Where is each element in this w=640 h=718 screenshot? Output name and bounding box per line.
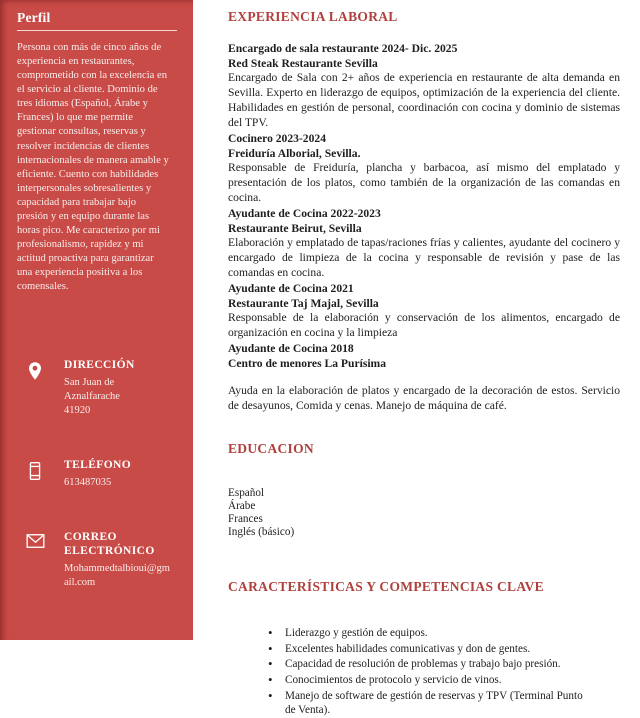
skill-item: • Excelentes habilidades comunicativas y don de gentes.: [268, 642, 588, 657]
job-title: Ayudante de Cocina 2022-2023: [228, 206, 381, 220]
job-description: Responsable de Freiduría, plancha y barbacoa, así mismo del emplatado y presentación de los platos, como también de la organización de las comandas en cocina.: [228, 161, 620, 204]
job-description: Ayuda en la elaboración de platos y encargado de la decoración de estos. Servicio de desayunos, Comida y cenas. Manejo de máquina de café.: [228, 384, 620, 413]
job-entry: [228, 206, 620, 281]
experience-heading: EXPERIENCIA LABORAL: [228, 9, 398, 24]
address-line2: 41920: [64, 405, 91, 417]
location-pin-icon: [25, 359, 47, 388]
skill-item: • Capacidad de resolución de problemas y trabajo bajo presión.: [268, 657, 588, 672]
job-entry: [228, 341, 620, 414]
contact-section: [17, 358, 177, 590]
profile-text: Persona con más de cinco años de experiencia en restaurantes, comprometido con la excelencia en el servicio al cliente. Dominio de tres idiomas (Español, Árabe y Frances) lo que me permite gestionar consultas, reservas y resolver incidencias de clientes internacionales de manera amable y eficiente. Cuento con habilidades interpersonales sobresalientes y capacidad para trabajar bajo presión y en equipo durante las horas pico. Me caracterizo por mi profesionalismo, rapidez y mi actitud proactiva para garantizar una experiencia positiva a los comensales.: [17, 42, 169, 293]
contact-email: [17, 530, 177, 590]
envelope-icon: [25, 531, 47, 556]
job-employer: Red Steak Restaurante Sevilla: [228, 57, 378, 71]
language-item: Árabe: [228, 500, 256, 513]
job-description: Encargado de Sala con 2+ años de experiencia en restaurante de alta demanda en Sevilla. Experto en liderazgo de equipos, optimización de la experiencia del cliente. Habilidades en gestión de personal, coordinación con cocina y dominio de sistemas del TPV.: [228, 71, 620, 129]
skills-heading: CARACTERÍSTICAS Y COMPETENCIAS CLAVE: [228, 579, 544, 595]
skill-item: • Conocimientos de protocolo y servicio de vinos.: [268, 673, 588, 688]
contact-address-text: [64, 358, 164, 418]
contact-phone: [17, 458, 177, 490]
job-title: Cocinero 2023-2024: [228, 131, 326, 145]
contact-email-value: Mohammedtalbioui@gmail.com: [64, 562, 170, 588]
job-entry: [228, 41, 620, 131]
language-item: Frances: [228, 513, 263, 526]
job-title: Ayudante de Cocina 2021: [228, 281, 354, 295]
contact-email-label: CORREO ELECTRÓNICO: [64, 530, 155, 558]
job-employer: Freiduría Alborial, Sevilla.: [228, 147, 361, 160]
job-employer: Restaurante Taj Majal, Sevilla: [228, 296, 379, 310]
job-entry: [228, 131, 620, 206]
language-item: Inglés (básico): [228, 526, 295, 539]
job-title: Ayudante de Cocina 2018: [228, 341, 354, 355]
main-content: [193, 0, 640, 717]
contact-phone-text: [64, 458, 131, 490]
contact-address: [17, 358, 177, 418]
job-description: Elaboración y emplatado de tapas/raciones frías y calientes, ayudante del cocinero y encargado de limpieza de la cocina y responsable de revisión y pase de las comandas en cocina.: [228, 236, 620, 279]
profile-heading: Perfil: [17, 10, 177, 31]
sidebar: [0, 0, 193, 640]
contact-phone-label: TELÉFONO: [64, 459, 132, 472]
skills-list: [228, 626, 588, 717]
contact-address-value: [64, 376, 164, 419]
language-item: Español: [228, 486, 265, 499]
job-employer: Centro de menores La Purísima: [228, 357, 387, 370]
job-employer: Restaurante Beirut, Sevilla: [228, 221, 362, 235]
education-list: [228, 487, 620, 539]
job-title: Encargado de sala restaurante 2024- Dic. 2025: [228, 42, 458, 55]
skill-item: • Liderazgo y gestión de equipos.: [268, 626, 588, 641]
job-entry: [228, 281, 620, 341]
contact-address-label: DIRECCIÓN: [64, 359, 135, 372]
experience-section: [228, 41, 620, 414]
address-line1: San Juan de Aznalfarache: [64, 376, 120, 402]
contact-phone-value: 613487035: [64, 476, 112, 488]
mobile-phone-icon: [25, 459, 47, 488]
education-heading: EDUCACION: [228, 440, 314, 456]
contact-email-text: [64, 530, 172, 590]
skill-item: • Manejo de software de gestión de reservas y TPV (Terminal Punto de Venta).: [268, 689, 588, 718]
job-description: Responsable de la elaboración y conservación de los alimentos, encargado de organización en cocina y la limpieza: [228, 311, 620, 339]
